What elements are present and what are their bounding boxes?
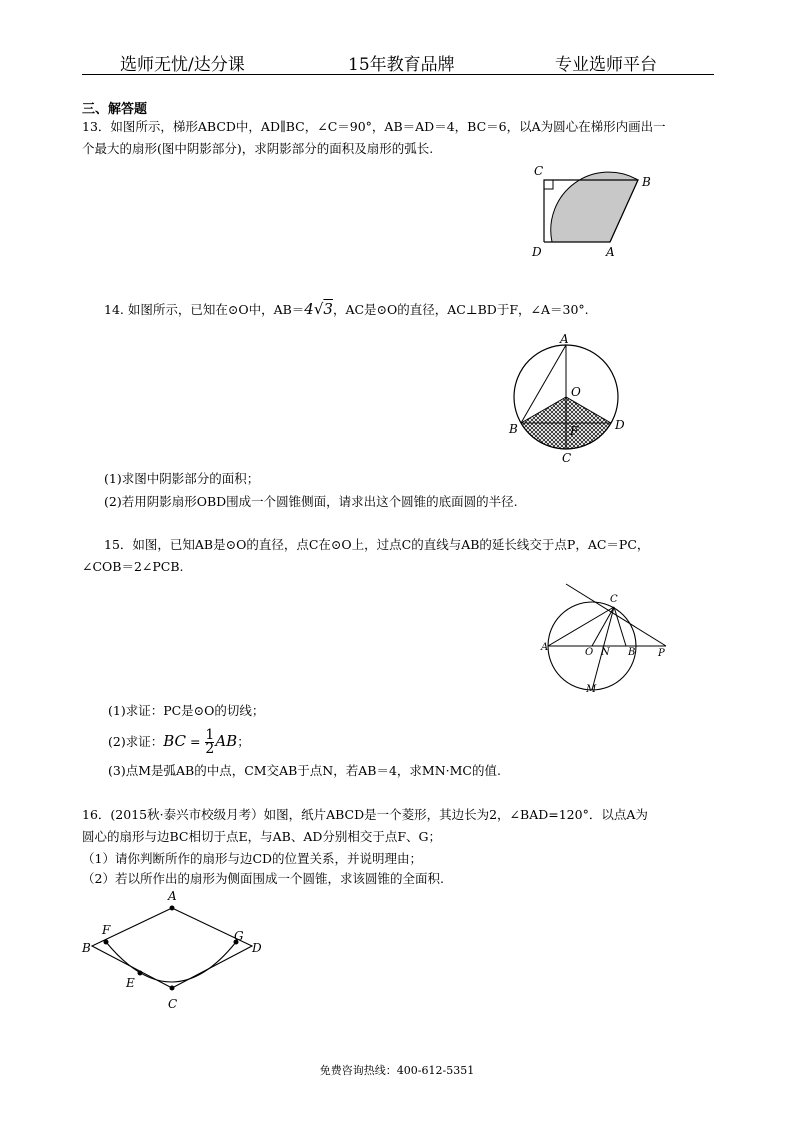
q15-fraction-den: 2 [205,741,215,757]
q15-label-p: P [658,648,665,659]
q15-label-c: C [610,594,618,605]
q13-shaded-sector [551,172,638,242]
q15-sub3: (3)点M是弧AB的中点，CM交AB于点N，若AB＝4，求MN·MC的值. [108,763,501,778]
q16-label-d: D [252,941,262,955]
q15-sub2-prefix: (2)求证： [108,734,164,749]
section-title: 三、解答题 [82,102,148,117]
header-right: 专业选师平台 [555,55,657,75]
q14-statement [104,300,589,319]
q15-sub2-rhs: AB [215,732,238,750]
q16-label-b: B [82,941,91,955]
q14-sqrt-sign: √ [313,300,324,318]
q14-label-a: A [560,332,569,346]
q15-sub2-eq: = [186,734,205,749]
q16-label-a: A [168,889,177,903]
q15-line2: ∠COB＝2∠PCB. [82,559,184,574]
q13-line1: 13．如图所示，梯形ABCD中，AD∥BC，∠C＝90°，AB＝AD＝4，BC＝6，以A为圆心在梯形内画出一 [82,119,666,134]
q15-label-m: M [586,684,597,695]
q15-fraction [205,729,214,756]
q15-sub1: (1)求证：PC是⊙O的切线； [108,703,265,718]
q14-coef: 4 [304,300,314,318]
q15-sub2-suffix: ； [237,734,250,749]
q16-sub2: （2）若以所作出的扇形为侧面围成一个圆锥，求该圆锥的全面积. [82,871,444,886]
q14-radicand: 3 [323,300,333,318]
footer-hotline: 免费咨询热线：400-612-5351 [319,1064,475,1077]
q14-label-b: B [509,422,518,436]
q14-sub2: (2)若用阴影扇形OBD围成一个圆锥侧面，请求出这个圆锥的底面圆的半径. [104,494,518,509]
q16-line2: 圆心的扇形与边BC相切于点E，与AB、AD分别相交于点F、G； [82,829,442,844]
q15-label-b: B [628,647,636,658]
q15-sub2-lhs: BC [163,732,186,750]
q13-right-angle-mark [544,180,553,189]
page-header [82,48,714,75]
q14-label-c: C [562,451,572,465]
q13-label-c: C [534,164,544,178]
q16-label-e: E [126,976,135,990]
q15-fraction-num: 1 [205,727,215,743]
q16-rhombus-figure [80,886,270,1012]
q15-circle-figure [538,580,678,695]
q15-label-o: O [585,647,594,658]
q14-prefix: 14. 如图所示，已知在⊙O中，AB＝ [104,302,305,317]
q13-line2: 个最大的扇形(图中阴影部分)，求阴影部分的面积及扇形的弧长. [82,141,434,156]
header-left: 选师无忧/达分课 [120,55,245,75]
q15-label-a: A [541,642,549,653]
header-center: 15年教育品牌 [348,55,455,75]
q16-label-f: F [102,923,111,937]
q13-trapezoid-figure [520,160,660,270]
q14-sub1: (1)求图中阴影部分的面积； [104,471,260,486]
q14-label-f: F [570,424,579,438]
q13-label-b: B [642,175,651,189]
q16-sub1: （1）请你判断所作的扇形与边CD的位置关系，并说明理由； [82,851,423,866]
q16-rhombus [92,908,252,988]
q14-label-d: D [615,418,625,432]
q16-line1: 16．(2015秋·泰兴市校级月考）如图，纸片ABCD是一个菱形，其边长为2，∠BAD=120°．以点A为 [82,807,648,822]
q13-label-a: A [606,245,615,259]
q15-line1: 15．如图，已知AB是⊙O的直径，点C在⊙O上，过点C的直线与AB的延长线交于点P，AC＝PC， [104,537,650,552]
q16-label-c: C [168,997,178,1011]
q15-sub2 [108,726,250,757]
q15-label-n: N [601,647,610,658]
q14-label-o: O [571,385,581,399]
q14-circle-figure [500,332,630,465]
q13-label-d: D [532,245,542,259]
q16-label-g: G [234,929,244,943]
q14-suffix: ，AC是⊙O的直径，AC⊥BD于F，∠A＝30°. [332,302,589,317]
